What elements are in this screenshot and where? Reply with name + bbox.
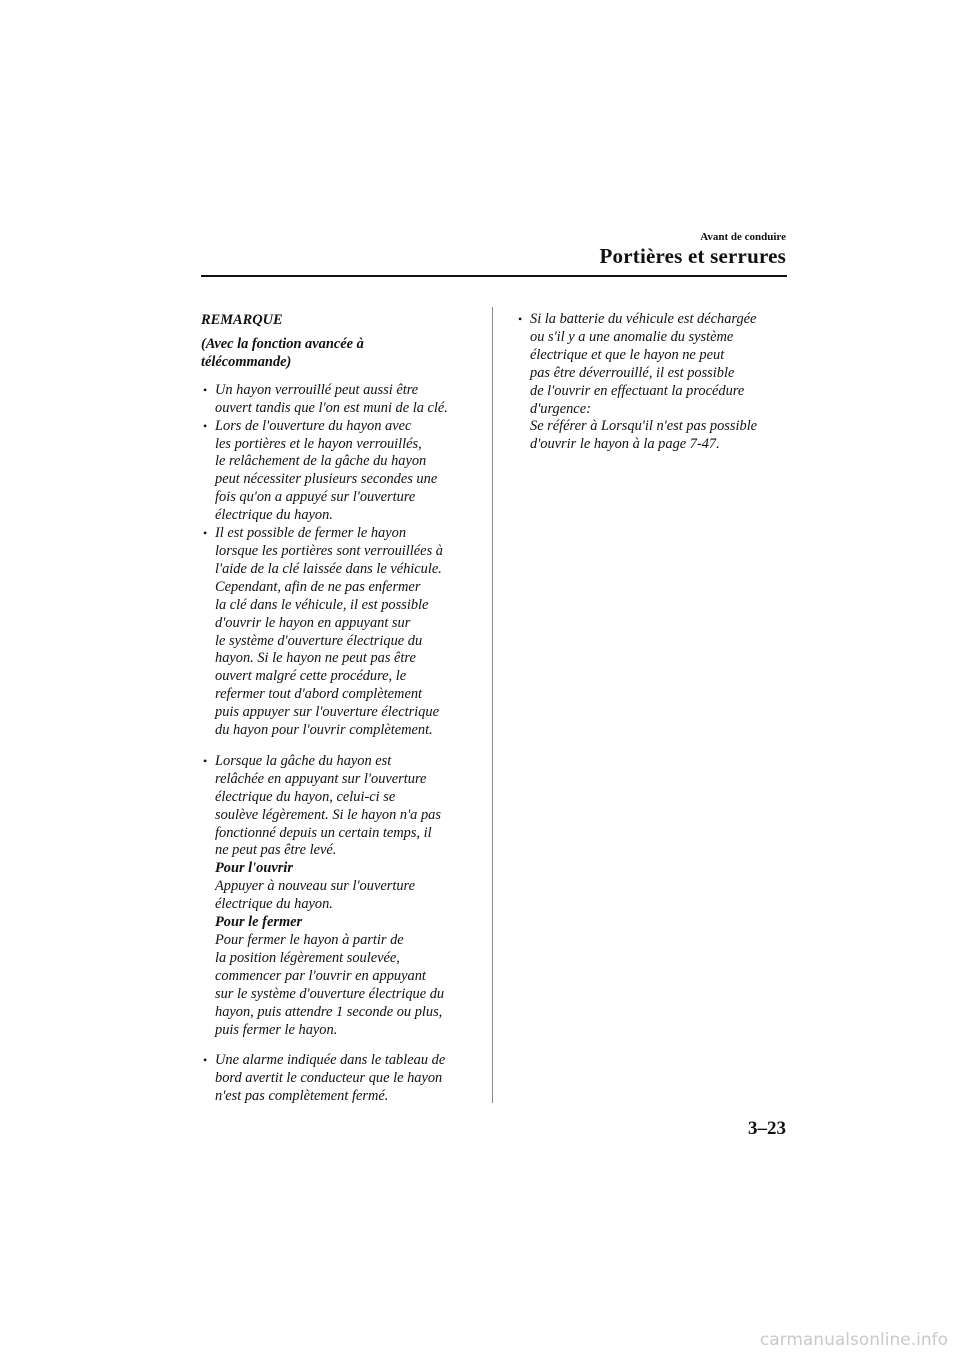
text-line: Il est possible de fermer le hayon: [215, 525, 407, 542]
list-item: [201, 1052, 481, 1106]
text-line: sur le système d'ouverture électrique du: [215, 985, 445, 1002]
text-line: puis fermer le hayon.: [215, 1021, 338, 1038]
left-column: [201, 312, 481, 1106]
text-line: ou s'il y a une anomalie du système: [530, 328, 734, 345]
text-line: Pour fermer le hayon à partir de: [215, 932, 404, 948]
text-line: commencer par l'ouvrir en appuyant: [215, 967, 426, 984]
text-line: n'est pas complètement fermé.: [215, 1088, 389, 1105]
text-line: lorsque les portières sont verrouillées à: [215, 542, 443, 559]
page-number: 3–23: [748, 1118, 786, 1139]
text-line: soulève légèrement. Si le hayon n'a pas: [215, 806, 441, 823]
note-title: REMARQUE: [201, 312, 283, 328]
text-line: la clé dans le véhicule, il est possible: [215, 596, 429, 613]
text-line: fois qu'on a appuyé sur l'ouverture: [215, 489, 416, 506]
bullet-icon: •: [203, 526, 208, 541]
note-subtitle: [201, 336, 481, 372]
column-divider: [492, 307, 493, 1103]
subheading-close: Pour le fermer: [215, 914, 303, 931]
cross-reference: d'ouvrir le hayon à la page 7-47.: [530, 436, 720, 453]
text-line: Un hayon verrouillé peut aussi être: [215, 381, 419, 398]
text-line: pas être déverrouillé, il est possible: [530, 364, 735, 381]
text-line: Cependant, afin de ne pas enfermer: [215, 578, 421, 595]
text-line: puis appuyer sur l'ouverture électrique: [215, 704, 439, 721]
list-item: [201, 418, 481, 525]
bullet-icon: •: [203, 1053, 208, 1068]
list-item: [201, 753, 481, 1040]
header-rule: [201, 275, 787, 277]
text-line: le relâchement de la gâche du hayon: [215, 453, 427, 470]
section-header: Avant de conduire: [700, 231, 786, 243]
subheading-open: Pour l'ouvrir: [215, 860, 293, 877]
text-line: fonctionné depuis un certain temps, il: [215, 824, 432, 841]
text-line: du hayon pour l'ouvrir complètement.: [215, 722, 433, 739]
text-line: peut nécessiter plusieurs secondes une: [215, 471, 438, 488]
text-line: Lorsque la gâche du hayon est: [215, 752, 392, 769]
text-line: Appuyer à nouveau sur l'ouverture: [215, 878, 415, 895]
bullet-icon: •: [203, 753, 208, 768]
bullet-icon: •: [518, 312, 523, 326]
text-line: Si la batterie du véhicule est déchargée: [530, 311, 757, 327]
text-line: Une alarme indiquée dans le tableau de: [215, 1052, 446, 1069]
text-line: hayon. Si le hayon ne peut pas être: [215, 650, 416, 667]
list-item: [516, 311, 786, 454]
cross-reference: Se référer à Lorsqu'il n'est pas possible: [530, 418, 758, 435]
list-item: [201, 525, 481, 740]
text-line: de l'ouvrir en effectuant la procédure: [530, 382, 745, 399]
text-line: l'aide de la clé laissée dans le véhicule.: [215, 560, 442, 577]
watermark: carmanualsonline.info: [759, 1330, 948, 1350]
text-line: refermer tout d'abord complètement: [215, 686, 423, 703]
text-line: électrique du hayon, celui-ci se: [215, 788, 396, 805]
bullet-icon: •: [203, 382, 208, 397]
bullet-icon: •: [203, 418, 208, 433]
text-line: électrique du hayon.: [215, 896, 333, 913]
text-line: relâchée en appuyant sur l'ouverture: [215, 770, 427, 787]
right-column: [516, 311, 786, 454]
text-line: hayon, puis attendre 1 seconde ou plus,: [215, 1003, 443, 1020]
text-line: le système d'ouverture électrique du: [215, 632, 423, 649]
text-line: Lors de l'ouverture du hayon avec: [215, 417, 412, 434]
text-line: les portières et le hayon verrouillés,: [215, 435, 422, 452]
note-subtitle-line: (Avec la fonction avancée à: [201, 336, 364, 352]
note-bullet-list: [201, 382, 481, 1106]
text-line: bord avertit le conducteur que le hayon: [215, 1070, 443, 1087]
text-line: ne peut pas être levé.: [215, 842, 337, 859]
note-bullet-list: [516, 311, 786, 454]
text-line: d'ouvrir le hayon en appuyant sur: [215, 614, 411, 631]
text-line: la position légèrement soulevée,: [215, 949, 400, 966]
text-line: ouvert malgré cette procédure, le: [215, 668, 407, 685]
list-item: [201, 382, 481, 418]
note-subtitle-line: télécommande): [201, 353, 292, 370]
text-line: électrique du hayon.: [215, 507, 333, 524]
text-line: ouvert tandis que l'on est muni de la clé.: [215, 399, 448, 416]
text-line: électrique et que le hayon ne peut: [530, 346, 725, 363]
chapter-title: Portières et serrures: [599, 244, 786, 268]
text-line: d'urgence:: [530, 400, 591, 417]
